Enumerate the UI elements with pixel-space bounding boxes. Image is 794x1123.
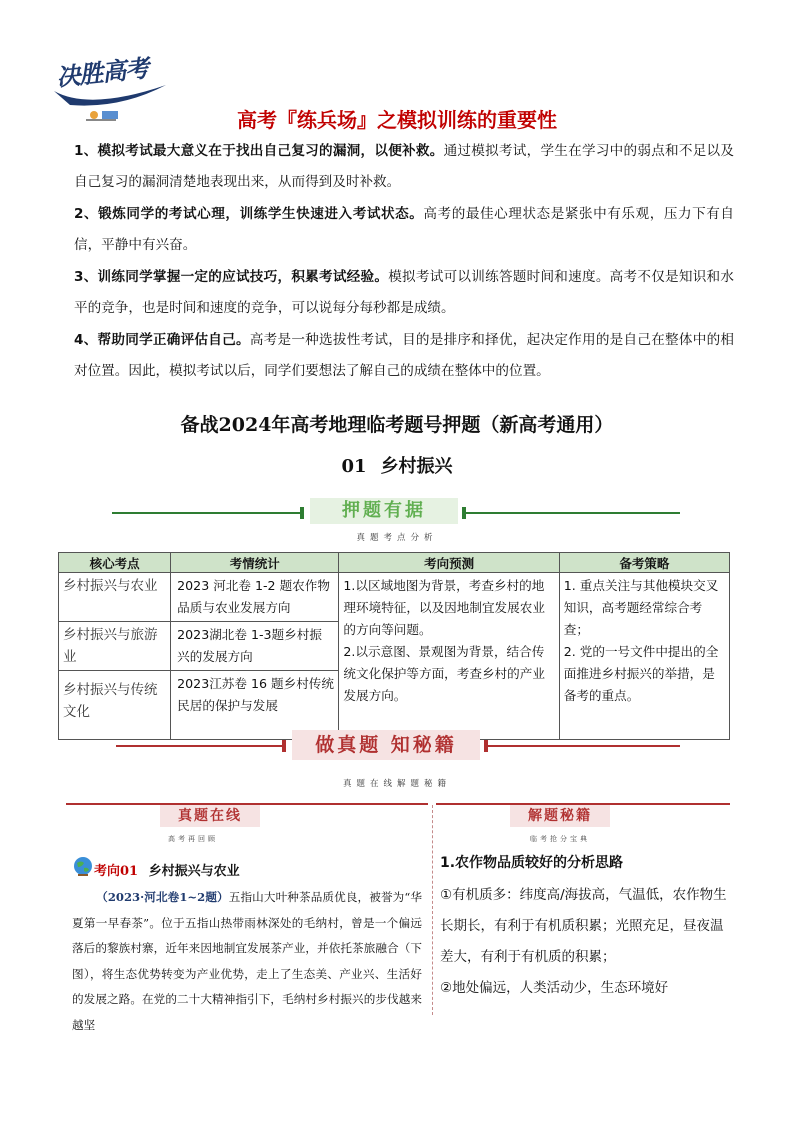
table-header-row bbox=[59, 553, 730, 573]
logo-text: 决胜高考 bbox=[54, 53, 150, 92]
exam-sub-number: 01 bbox=[341, 456, 367, 477]
case-source: （2023·河北卷1~2题） bbox=[96, 890, 229, 904]
cell-point: 乡村振兴与旅游业 bbox=[59, 622, 171, 671]
cell-strategy: 1. 重点关注与其他模块交叉知识，高考题经常综合考查； 2. 党的一号文件中提出的全面推进乡村振兴的举措，是备考的重点。 bbox=[559, 573, 729, 740]
th-pred: 考向预测 bbox=[339, 553, 559, 573]
banner2-cap-left bbox=[282, 740, 286, 752]
right-col-label: 解题秘籍 bbox=[510, 805, 610, 827]
table-row bbox=[59, 573, 730, 622]
banner2-line-left bbox=[116, 745, 284, 747]
cell-point: 乡村振兴与传统文化 bbox=[59, 671, 171, 740]
banner1-line-right bbox=[466, 512, 680, 514]
case-body: 五指山大叶种茶品质优良，被誉为“华夏第一早春茶”。位于五指山热带雨林深处的毛纳村，曾是一个偏远落后的黎族村寨，近年来因地制宜发展茶产业，并依托茶旅融合（下图），将生态优势转变为产业优势，走上了生态美、产业兴、生活好的发展之路。在党的二十大精神指引下，毛纳村乡村振兴的步伐越来越坚 bbox=[72, 890, 422, 1032]
point-1-text: 通过模拟考试，学生在学习中的弱点和不足以及自己复习的漏洞清楚地表现出来，从而得到及时补救。 bbox=[74, 143, 734, 190]
left-col-sub: 高考再回顾 bbox=[168, 835, 218, 843]
analysis-table bbox=[58, 552, 730, 740]
point-2-bold: 2、锻炼同学的考试心理，训练学生快速进入考试状态。 bbox=[74, 206, 424, 222]
point-4 bbox=[74, 325, 734, 387]
tip-item: ②地处偏远，人类活动少，生态环境好 bbox=[440, 980, 669, 996]
cell-point: 乡村振兴与农业 bbox=[59, 573, 171, 622]
point-4-bold: 4、帮助同学正确评估自己。 bbox=[74, 332, 250, 348]
point-2 bbox=[74, 199, 734, 261]
point-2-text: 高考的最佳心理状态是紧张中有乐观，压力下有自信，平静中有兴奋。 bbox=[74, 206, 734, 253]
point-3 bbox=[74, 262, 734, 324]
point-1-bold: 1、模拟考试最大意义在于找出自己复习的漏洞，以便补救。 bbox=[74, 143, 444, 159]
left-col-label: 真题在线 bbox=[160, 805, 260, 827]
banner1-sub: 真题考点分析 bbox=[356, 533, 438, 543]
case-text bbox=[72, 885, 422, 1038]
point-3-text: 模拟考试可以训练答题时间和速度。高考不仅是知识和水平的竞争，也是时间和速度的竞争，可以说每分每秒都是成绩。 bbox=[74, 269, 734, 316]
banner2-label: 做真题 知秘籍 bbox=[292, 730, 480, 760]
point-4-text: 高考是一种选拔性考试，目的是排序和择优，起决定作用的是自己在整体中的相对位置。因此，模拟考试以后，同学们要想法了解自己的成绩在整体中的位置。 bbox=[74, 332, 735, 379]
th-strat: 备考策略 bbox=[559, 553, 729, 573]
column-divider bbox=[432, 805, 433, 1015]
exam-subtitle bbox=[0, 452, 794, 478]
point-1 bbox=[74, 136, 734, 198]
cell-stat: 2023江苏卷 16 题乡村传统民居的保护与发展 bbox=[171, 671, 339, 740]
cell-prediction: 1.以区域地图为背景，考查乡村的地理环境特征，以及因地制宜发展农业的方向等问题。 2.以示意图、景观图为背景，结合传统文化保护等方面，考查乡村的产业发展方向。 bbox=[339, 573, 559, 740]
banner1-label: 押题有据 bbox=[310, 498, 458, 524]
kao-prefix: 考向01 bbox=[94, 864, 139, 879]
exam-title: 备战2024年高考地理临考题号押题（新高考通用） bbox=[180, 414, 614, 436]
banner2-sub: 真题在线解题秘籍 bbox=[342, 779, 451, 789]
cell-stat: 2023湖北卷 1-3题乡村振兴的发展方向 bbox=[171, 622, 339, 671]
th-stat: 考情统计 bbox=[171, 553, 339, 573]
page-title: 高考『练兵场』之模拟训练的重要性 bbox=[237, 108, 557, 132]
right-col-sub: 临考抢分宝典 bbox=[530, 835, 590, 843]
cell-stat: 2023 河北卷 1-2 题农作物品质与农业发展方向 bbox=[171, 573, 339, 622]
tips-list bbox=[440, 880, 730, 1004]
point-3-bold: 3、训练同学掌握一定的应试技巧，积累考试经验。 bbox=[74, 269, 389, 285]
banner1-cap-left bbox=[300, 507, 304, 519]
kao-title: 乡村振兴与农业 bbox=[148, 864, 240, 879]
tips-title: 1.农作物品质较好的分析思路 bbox=[440, 855, 624, 871]
exam-sub-topic: 乡村振兴 bbox=[380, 456, 453, 477]
banner1-line-left bbox=[112, 512, 304, 514]
th-point: 核心考点 bbox=[59, 553, 171, 573]
kao-heading bbox=[94, 860, 240, 879]
globe-icon bbox=[72, 855, 94, 877]
tip-item: ①有机质多：纬度高/海拔高，气温低，农作物生长期长，有利于有机质积累；光照充足，昼夜温差大，有利于有机质的积累； bbox=[440, 887, 727, 965]
banner2-line-right bbox=[488, 745, 680, 747]
